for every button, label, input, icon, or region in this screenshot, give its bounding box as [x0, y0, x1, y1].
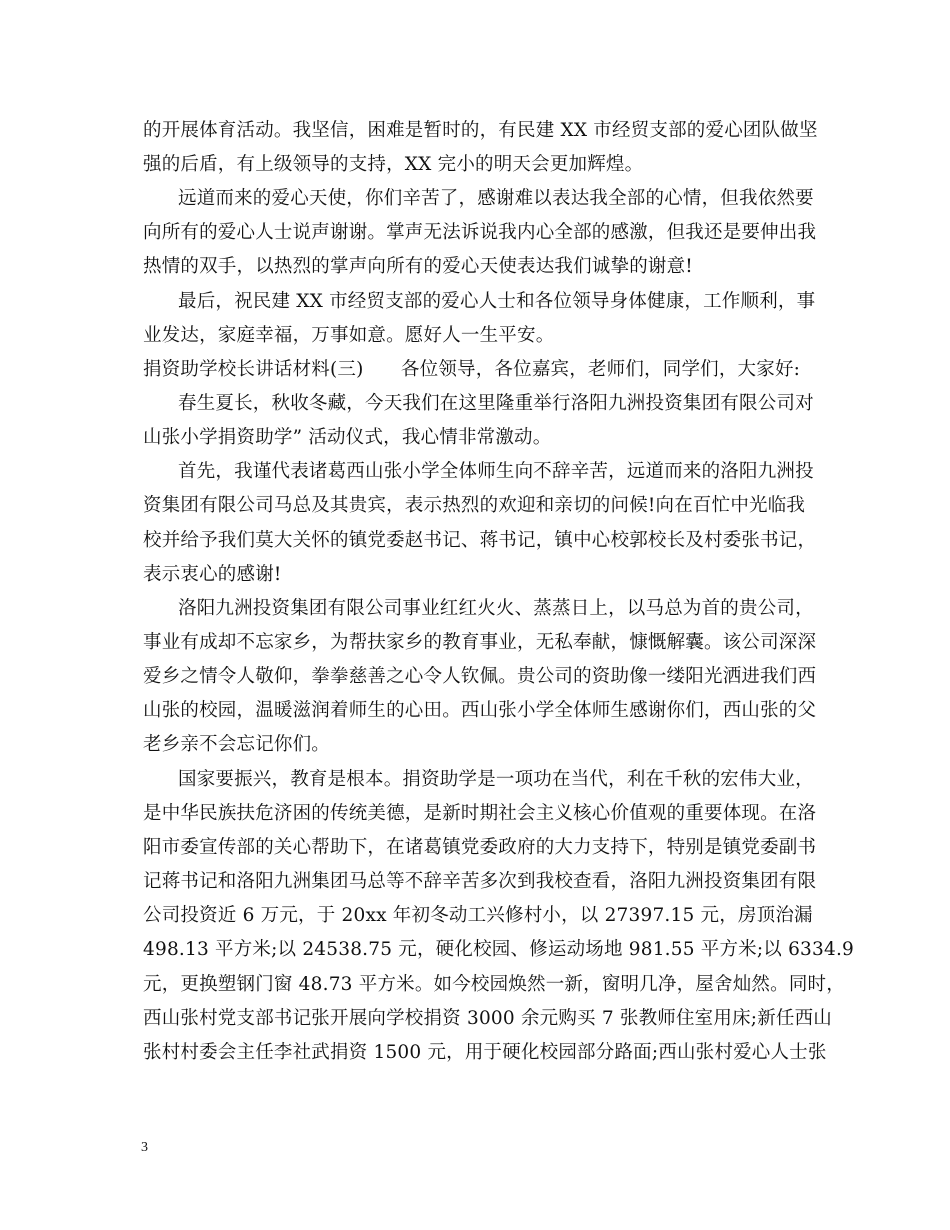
text-line: 强的后盾，有上级领导的支持，XX 完小的明天会更加辉煌。 — [143, 154, 644, 175]
text-line: 的开展体育活动。我坚信，困难是暂时的，有民建 XX 市经贸支部的爱心团队做坚 — [143, 120, 818, 141]
section-heading-line: 捐资助学校长讲话材料(三) 各位领导，各位嘉宾，老师们，同学们，大家好: — [143, 359, 801, 380]
text-line: 国家要振兴，教育是根本。捐资助学是一项功在当代，利在千秋的宏伟大业， — [178, 769, 814, 790]
text-line: 首先，我谨代表诸葛西山张小学全体师生向不辞辛苦，远道而来的洛阳九洲投 — [178, 461, 814, 482]
text-line: 西山张村党支部书记张开展向学校捐资 3000 余元购买 7 张教师住室用床;新任西山 — [143, 1008, 833, 1029]
text-line: 498.13 平方米;以 24538.75 元，硬化校园、修运动场地 981.55 平方米;以 6334.9 — [143, 939, 855, 960]
text-line: 业发达，家庭幸福，万事如意。愿好人一生平安。 — [143, 325, 555, 346]
text-line: 张村村委会主任李社武捐资 1500 元，用于硬化校园部分路面;西山张村爱心人士张 — [143, 1042, 827, 1063]
text-line: 是中华民族扶危济困的传统美德，是新时期社会主义核心价值观的重要体现。在洛 — [143, 803, 817, 824]
text-line: 事业有成却不忘家乡，为帮扶家乡的教育事业，无私奉献，慷慨解囊。该公司深深 — [143, 632, 817, 653]
text-line: 最后，祝民建 XX 市经贸支部的爱心人士和各位领导身体健康，工作顺利，事 — [178, 291, 816, 312]
text-line: 热情的双手，以热烈的掌声向所有的爱心天使表达我们诚挚的谢意! — [143, 256, 693, 277]
text-line: 山张小学捐资助学” 活动仪式，我心情非常激动。 — [143, 427, 552, 448]
text-line: 向所有的爱心人士说声谢谢。掌声无法诉说我内心全部的感激，但我还是要伸出我 — [143, 222, 817, 243]
text-line: 爱乡之情令人敬仰，拳拳慈善之心令人钦佩。贵公司的资助像一缕阳光洒进我们西 — [143, 666, 817, 687]
text-line: 公司投资近 6 万元，于 20xx 年初冬动工兴修村小，以 27397.15 元，房顶治漏 — [143, 905, 813, 926]
text-line: 阳市委宣传部的关心帮助下，在诸葛镇党委政府的大力支持下，特别是镇党委副书 — [143, 837, 817, 858]
text-line: 元，更换塑钢门窗 48.73 平方米。如今校园焕然一新，窗明几净，屋舍灿然。同时， — [143, 974, 845, 995]
page-number: 3 — [141, 1140, 148, 1155]
text-line: 老乡亲不会忘记你们。 — [143, 734, 331, 755]
text-line: 校并给予我们莫大关怀的镇党委赵书记、蒋书记，镇中心校郭校长及村委张书记， — [143, 530, 817, 551]
text-line: 远道而来的爱心天使，你们辛苦了，感谢难以表达我全部的心情，但我依然要 — [178, 188, 814, 209]
text-line: 洛阳九洲投资集团有限公司事业红红火火、蒸蒸日上，以马总为首的贵公司， — [178, 598, 814, 619]
text-line: 记蒋书记和洛阳九洲集团马总等不辞辛苦多次到我校查看，洛阳九洲投资集团有限 — [143, 871, 817, 892]
text-line: 山张的校园，温暖滋润着师生的心田。西山张小学全体师生感谢你们，西山张的父 — [143, 700, 817, 721]
text-line: 资集团有限公司马总及其贵宾，表示热烈的欢迎和亲切的问候!向在百忙中光临我 — [143, 495, 806, 516]
text-line: 表示衷心的感谢! — [143, 564, 282, 585]
text-line: 春生夏长，秋收冬藏，今天我们在这里隆重举行洛阳九洲投资集团有限公司对 — [178, 393, 814, 414]
